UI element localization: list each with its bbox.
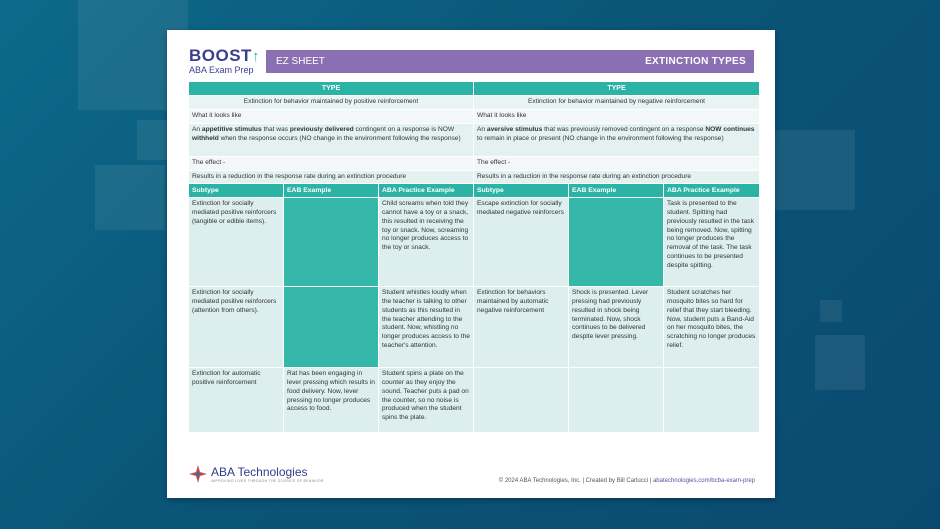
table-cell: Student whistles loudly when the teacher is talking to other students as this resulted in the teacher attending to the student. Now, whistling no longer produces access to the teacher's attention. [379, 287, 473, 367]
footer-link[interactable]: abatechnologies.com/bcba-exam-prep [652, 478, 755, 484]
effect-label-right: The effect - [474, 157, 759, 170]
type-header-left: TYPE [189, 82, 473, 95]
background-square [775, 130, 855, 210]
effect-label-left: The effect - [189, 157, 473, 170]
what-label-right: What it looks like [474, 110, 759, 123]
col-header: ABA Practice Example [664, 184, 759, 197]
aba-technologies-logo: ABA Technologies IMPROVING LIVES THROUGH THE SCIENCE OF BEHAVIOR [189, 465, 324, 483]
table-cell: Escape extinction for socially mediated negative reinforcers [474, 198, 568, 286]
table-cell: Extinction for behaviors maintained by automatic negative reinforcement [474, 287, 568, 367]
what-label-left: What it looks like [189, 110, 473, 123]
boost-logo: BOOST↑ ABA Exam Prep [189, 46, 260, 75]
title-bar [266, 50, 754, 73]
table-cell: Student scratches her mosquito bites so hard for relief that they start bleeding. Now, student puts a Band-Aid on her mosquito bites, the scratching no longer produces relief. [664, 287, 759, 367]
table-cell: Extinction for automatic positive reinforcement [189, 368, 283, 432]
what-desc-right: An aversive stimulus that was previously removed contingent on a response NOW continues to remain in place or present (NO change in the environment following the response) [474, 124, 759, 156]
table-cell-empty [284, 198, 378, 286]
background-square [95, 165, 165, 230]
table-cell: Shock is presented. Lever pressing had previously resulted in shock being terminated. Now, shock continues to be delivered despite lever pressing. [569, 287, 663, 367]
table-cell: Extinction for socially mediated positive reinforcers (attention from others). [189, 287, 283, 367]
type-header-right: TYPE [474, 82, 759, 95]
footer-credits: © 2024 ABA Technologies, Inc. | Created by Bill Carlucci | abatechnologies.com/bcba-exam-prep [498, 478, 755, 484]
type-value-right: Extinction for behavior maintained by negative reinforcement [474, 96, 759, 109]
table-cell [664, 368, 759, 432]
star-icon [189, 465, 207, 483]
col-header: Subtype [474, 184, 568, 197]
table-cell: Extinction for socially mediated positive reinforcers (tangible or edible items). [189, 198, 283, 286]
effect-value-left: Results in a reduction in the response rate during an extinction procedure [189, 171, 473, 184]
table-cell [569, 368, 663, 432]
background-square [815, 335, 865, 390]
col-header: EAB Example [569, 184, 663, 197]
what-desc-left: An appetitive stimulus that was previously delivered contingent on a response is NOW withheld when the response occurs (NO change in the environment following the response) [189, 124, 473, 156]
type-value-left: Extinction for behavior maintained by positive reinforcement [189, 96, 473, 109]
col-header: ABA Practice Example [379, 184, 473, 197]
col-header: Subtype [189, 184, 283, 197]
effect-value-right: Results in a reduction in the response rate during an extinction procedure [474, 171, 759, 184]
table-cell: Task is presented to the student. Spitting had previously resulted in the task being removed. Now, spitting no longer produces the removal of the task. The task continues to be presented despite spitting. [664, 198, 759, 286]
table-cell-empty [284, 287, 378, 367]
col-header: EAB Example [284, 184, 378, 197]
extinction-table [189, 82, 754, 432]
table-cell [474, 368, 568, 432]
sheet-title: EXTINCTION TYPES [645, 56, 746, 67]
ez-sheet [167, 30, 775, 498]
table-cell: Rat has been engaging in lever pressing which results in food delivery. Now, lever pressing no longer produces access to food. [284, 368, 378, 432]
table-cell: Child screams when told they cannot have a toy or a snack, this resulted in receiving the toy or snack. Now, screaming no longer produces access to the toy or snack. [379, 198, 473, 286]
table-cell: Student spins a plate on the counter as they enjoy the sound. Teacher puts a pad on the counter, so no noise is produced when the student spins the plate. [379, 368, 473, 432]
table-cell-empty [569, 198, 663, 286]
sheet-type: EZ SHEET [276, 56, 325, 67]
background-square [820, 300, 842, 322]
arrow-up-icon: ↑ [251, 48, 260, 65]
